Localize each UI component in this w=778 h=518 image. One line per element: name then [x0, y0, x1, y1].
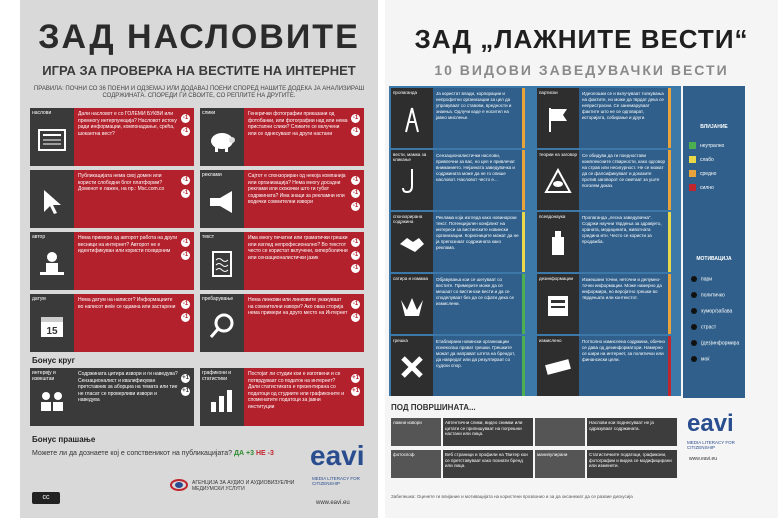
under-label: манипулирани [535, 450, 585, 478]
points-badge: -1 [352, 252, 359, 258]
under-text: Автентични слики, видео снимки или цитати се припишуваат на погрешни настани или лица. [443, 418, 533, 446]
points-badge: -1 [182, 128, 189, 134]
news-type-card [537, 336, 679, 396]
eavi-logo: eavi [687, 410, 734, 437]
card-label: спонзорирана содржина [393, 214, 423, 224]
motivation-heading: МОТИВАЦИЈА [696, 256, 732, 262]
bonus-question-text: Можете ли да дознаете кој е сопственикот на публикацијата? [32, 450, 233, 457]
eavi-url: www.eavi.eu [689, 456, 718, 462]
motive-item [691, 276, 712, 282]
points-badge: -1 [182, 314, 189, 320]
pig-icon [206, 124, 238, 156]
impact-stripe [668, 336, 671, 396]
yes-points: ДА +3 [234, 450, 254, 457]
news-type-card [537, 88, 679, 148]
writer-icon [36, 248, 68, 280]
footnote: Забелешка: Оценете ги влијание и мотивацијата на користени прозвонио и за да оксанежат да се развие дискусија [391, 494, 633, 499]
card-label: вести, мамка за кликање [393, 152, 427, 162]
handshake-icon [397, 228, 427, 258]
under-text: Наслови кои поднесуваат не ја одразуваат содржината. [587, 418, 677, 446]
card-text: Нема примери од авторот работа на други весници на интернет? Авторот не е идентификуван или користи псевдоним [78, 235, 178, 254]
news-type-card [537, 212, 679, 272]
left-title: ЗАД НАСЛОВИТЕ [38, 18, 360, 56]
legend-label: слабо [700, 156, 714, 163]
right-poster [385, 0, 778, 518]
fake-news-grid [389, 86, 681, 396]
legend-item [689, 170, 716, 177]
legend-label: средно [700, 170, 717, 177]
news-type-card [391, 274, 533, 334]
card-text: Реклама која изгледа како новинарски текст. Потенцијален конфликт на интереси за вистинските новински организации. Корисниците можат да не ја препознаат содржината како реклама. [436, 215, 519, 250]
x-mark-icon [397, 352, 427, 382]
tower-icon [397, 104, 427, 134]
bar-chart-icon [206, 384, 238, 416]
legend-label: силно [700, 184, 714, 191]
card-label: измислено [539, 338, 562, 343]
under-label [535, 418, 585, 446]
points-badge: -1 [352, 314, 359, 320]
newspaper-icon [36, 124, 68, 156]
motive-label: политичко [701, 292, 725, 299]
interview-icon [36, 384, 68, 416]
points-badge: -1 [352, 115, 359, 121]
card-text: Постојат ли студии кои е изготвени и се потврдуваат со податок на интернет? Дали статистиката е презентирана со податоци од студиите или графиконите и споменатите податоци за јавни институции [248, 371, 345, 410]
eavi-url: www.eavi.eu [316, 500, 350, 506]
bonus-question-heading: Бонус прашање [32, 435, 96, 444]
card-label: реклами [202, 172, 222, 178]
card-label: дезинформации [539, 276, 574, 281]
news-type-card [391, 88, 533, 148]
card-label: интервју и извештаи [32, 370, 56, 382]
left-intro: ПРАВИЛА: ПОЧНИ СО 36 ПОЕНИ И ОДЗЕМАЈ ИЛИ ДОДАВАЈ ПОЕНИ СПОРЕД НАШИТЕ ДОДЕКА ЈА АНАЛИЗИРАШ СОДРЖИНАТА. СПОРЕДИ ГИ СВОИТЕ, СО РЕПЛИТЕ НА ДРУГИТЕ. [33, 86, 365, 99]
motive-label: страст [701, 324, 717, 331]
under-surface-heading: ПОД ПОВРШИНАТА... [391, 403, 476, 412]
svg-text:15: 15 [46, 326, 58, 337]
news-type-card [391, 212, 533, 272]
impact-stripe [668, 88, 671, 148]
game-row [30, 232, 370, 290]
card-label: пребарување [202, 296, 234, 302]
game-row [30, 368, 370, 426]
stamp-icon [543, 352, 573, 382]
card-text: Етаблирани новински организации понекогаш прават грешки. Грешките можат да направат штета на брендот, да навредат или да резултираат со судски спор. [436, 339, 516, 368]
left-subtitle: ИГРА ЗА ПРОВЕРКА НА ВЕСТИТЕ НА ИНТЕРНЕТ [42, 63, 356, 78]
impact-stripe [668, 274, 671, 334]
points-badge: +1 [352, 375, 359, 381]
impact-stripe [522, 88, 525, 148]
left-poster [20, 0, 378, 518]
impact-stripe [668, 150, 671, 210]
card-text: Сензационалистички наслови, привлечни за вас, но цел е привлечат вниманието. Нејзината заведувачка и содржината може да не го опише насловот. Насловот често е... [436, 153, 515, 182]
card-label: псевдонаука [539, 214, 566, 219]
card-label: текст [202, 234, 215, 240]
right-subtitle: 10 ВИДОВИ ЗАВЕДУВАЧКИ ВЕСТИ [434, 62, 729, 78]
agency-name: АГЕНЦИЈА ЗА АУДИО И АУДИОВИЗУЕЛНИ МЕДИУМСКИ УСЛУГИ [192, 480, 295, 492]
game-row [30, 108, 370, 166]
card-text: Нема линкови или линковите укажуваат на сомнителни извори? Ако оваа сторија нема примери на друго место на Интернет [248, 297, 348, 316]
card-text: Дали насловот е со ГОЛЕМИ БУКВИ или премногу интерпункција? Насловот истоку ради информации, компонаданье, срећа, шокантна вест? [78, 111, 177, 137]
card-text: Генерички фотографии приказани од фотобанки, или фотографии над или нема пристапни слики? Сликите се вклучени или се однесуваат на други настани [248, 111, 348, 137]
legend-item [689, 156, 714, 163]
card-label: теории на заговор [539, 152, 577, 157]
bonus-round-heading: Бонус круг [32, 356, 75, 365]
eavi-tagline: MEDIA LITERACY FOR CITIZENSHIP [687, 440, 735, 450]
points-badge: -1 [352, 301, 359, 307]
legend-panel [683, 86, 745, 398]
game-row [30, 294, 370, 352]
points-badge: +1 [352, 388, 359, 394]
under-label: фотоспоф [391, 450, 441, 478]
bottle-icon [543, 228, 573, 258]
points-badge: -1 [352, 203, 359, 209]
eavi-tagline: MEDIA LITERACY FOR CITIZENSHIP [312, 476, 360, 486]
card-text: Пропаганда „лесна заведувачка“. Содржи научни тврдења за здравјето, храната, медицината, животната средина итн. Често се користи за продажба. [582, 215, 662, 244]
cc-license-icon: cc [32, 492, 60, 504]
news-type-card [537, 274, 679, 334]
card-label: автор [32, 234, 46, 240]
points-badge: +1 [182, 375, 189, 381]
card-text: Има многу печатни или граматички грешки или изглед непрофесионално? Во текстот често се користат вклучени, хиперболични или сензационалистички јазик [248, 235, 348, 261]
under-text: Статистичките податоци, графикони, фотографии и видеа се модифицирани или изменети. [587, 450, 677, 478]
newspaper-stack-icon [543, 290, 573, 320]
card-text: Измешани точни, неточни и делумно-точни информации. Може намерно да информира, но веројатно грешки во тврдењата или контекстот. [582, 277, 662, 300]
legend-item [689, 142, 724, 149]
jester-icon [397, 290, 427, 320]
points-badge: -1 [182, 252, 189, 258]
card-label: графикони и статистики [202, 370, 232, 382]
impact-stripe [668, 212, 671, 272]
card-label: датум [32, 296, 46, 302]
under-label: лажни извори [391, 418, 441, 446]
card-label: слики [202, 110, 216, 116]
card-text: Потполно измислена содржина, обично се дава од дезинформатори. Намерно се шири на интернет, за политички или финансиски цели. [582, 339, 665, 362]
points-badge: -1 [352, 190, 359, 196]
impact-heading: ВЛИЈАНИЕ [700, 124, 728, 130]
eavi-logo: eavi [310, 440, 365, 471]
under-text: Веб страници и профили на Твитер кои се претставуваат како познати бренд или лица. [443, 450, 533, 478]
game-row [30, 170, 370, 228]
flag-icon [543, 104, 573, 134]
card-label: наслови [32, 110, 52, 116]
magnifier-icon [206, 310, 238, 342]
bonus-question [32, 450, 292, 457]
news-type-card [537, 150, 679, 210]
motive-item [691, 292, 725, 298]
impact-stripe [522, 336, 525, 396]
points-badge: -1 [352, 128, 359, 134]
impact-stripe [522, 150, 525, 210]
fishhook-icon [397, 166, 427, 196]
news-type-card [391, 150, 533, 210]
motive-item [691, 308, 732, 314]
card-text: Се обидува да ги поедностави комплексните стварности, како одговор на страв или несигурност. Не се можат да се фалсификуваат и доказите против заговорот се сметаат за уште поголем доказ. [582, 153, 665, 188]
card-text: Содржината цитира извори и ги наведува? Сензационалист и квалификуван претставник за аборциа на темата или тие не гласат се проверливи извори и наведува [78, 371, 178, 403]
points-badge: -1 [352, 239, 359, 245]
points-badge: -1 [182, 239, 189, 245]
eye-pyramid-icon [543, 166, 573, 196]
legend-label: неутрално [700, 142, 725, 149]
no-points: НЕ -3 [255, 450, 274, 457]
card-text: Ја користат влади, корпорации и непрофитни организации за цел да управуваат со ставови, вредности и знаења. Одлучи каде е носител на јавно мислење. [436, 91, 512, 120]
news-type-card [391, 336, 533, 396]
cursor-icon [36, 186, 68, 218]
card-label: пропаганда [393, 90, 418, 95]
motive-label: пари [701, 276, 713, 283]
points-badge: -1 [352, 265, 359, 271]
motive-item [691, 356, 709, 362]
impact-stripe [522, 212, 525, 272]
card-label: сатира и измама [393, 276, 429, 281]
points-badge: -1 [182, 190, 189, 196]
points-badge: -1 [352, 177, 359, 183]
motive-item [691, 324, 716, 330]
points-badge: -1 [182, 115, 189, 121]
megaphone-icon [206, 186, 238, 218]
impact-stripe [522, 274, 525, 334]
card-text: Идеолошки се и вклучуваат толкувања на фактите, но може да тврдат дека се непристрасни. Се занемаруваат фактите што не се одговарат, историјата, собирање и други. [582, 91, 664, 120]
calendar-icon [36, 310, 68, 342]
points-badge: -1 [182, 301, 189, 307]
agency-logo [170, 478, 310, 497]
motive-label: моќ [701, 356, 710, 363]
document-icon [206, 248, 238, 280]
card-text: Сајтот е спонзориран од некоја компанија или организација? Нема многу досадни реклами или скокачки што ги губат содржината? Има знаци за рекламни или водечки сомнителни извори [248, 173, 346, 205]
card-text: Публикацијата нема свој домен или користи слободни блог платформи? Доменот е лажен, на пр.: Msc.com.co [78, 173, 165, 192]
agency-mark-icon [170, 478, 188, 492]
motive-label: (дез)информира [701, 340, 740, 347]
points-badge: -1 [182, 177, 189, 183]
legend-item [689, 184, 714, 191]
points-badge: +1 [182, 388, 189, 394]
motive-label: хумор/забава [701, 308, 733, 315]
card-text: Објавувања кои се шегуваат со вестите. Примерите може да се мешаат со вистински вести и да се споделуваат без да се сфати дека се измислени. [436, 277, 515, 306]
card-label: грешка [393, 338, 408, 343]
right-title: ЗАД „ЛАЖНИТЕ ВЕСТИ“ [414, 24, 749, 54]
card-text: Нема датум на написот? Информациите во написот веќе се одамна или застарени [78, 297, 176, 310]
card-label: партиски [539, 90, 558, 95]
motive-item [691, 340, 739, 346]
